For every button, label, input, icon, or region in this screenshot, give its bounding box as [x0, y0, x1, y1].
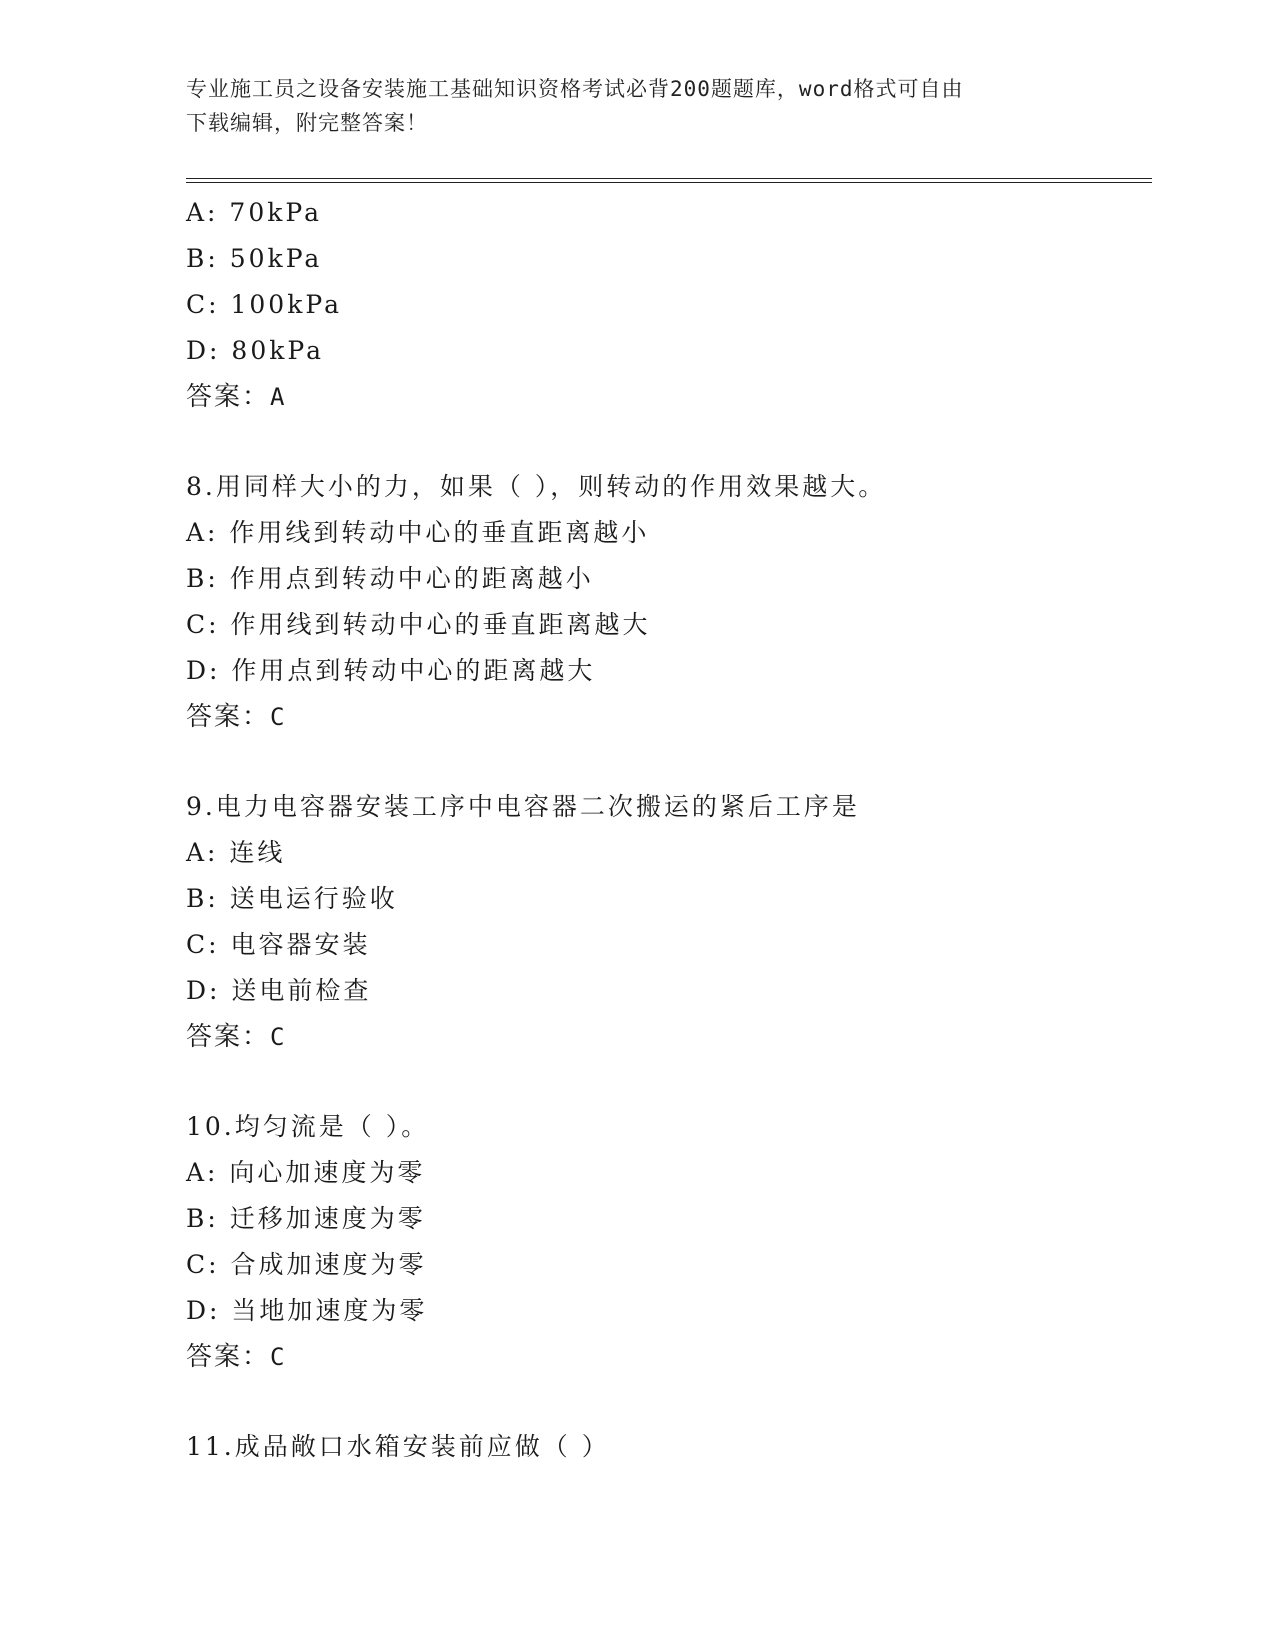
option-c: C: 100kPa — [186, 290, 342, 319]
answer-line — [186, 374, 1152, 420]
option-b: B: 作用点到转动中心的距离越小 — [186, 564, 594, 593]
option-a: A: 作用线到转动中心的垂直距离越小 — [186, 518, 650, 547]
option-a: A: 70kPa — [186, 198, 322, 227]
question-text: 9.电力电容器安装工序中电容器二次搬运的紧后工序是 — [186, 792, 860, 821]
option-d: D: 作用点到转动中心的距离越大 — [186, 656, 596, 685]
question-block-10 — [186, 1104, 1152, 1380]
option-a: A: 连线 — [186, 838, 286, 867]
question-block-7 — [186, 190, 1152, 420]
question-list — [186, 190, 1152, 1470]
option-c: C: 合成加速度为零 — [186, 1250, 427, 1279]
answer-value: A — [270, 383, 287, 411]
header-line-2: 下载编辑，附完整答案！ — [186, 111, 428, 135]
option-d: D: 当地加速度为零 — [186, 1296, 428, 1325]
header-line-1: 专业施工员之设备安装施工基础知识资格考试必背200题题库，word格式可自由 — [186, 77, 964, 101]
option-d: D: 送电前检查 — [186, 976, 372, 1005]
answer-line — [186, 1334, 1152, 1380]
option-a: A: 向心加速度为零 — [186, 1158, 426, 1187]
answer-label: 答案： — [186, 382, 271, 412]
option-b: B: 迁移加速度为零 — [186, 1204, 426, 1233]
answer-value: C — [270, 703, 287, 731]
answer-value: C — [270, 1343, 287, 1371]
answer-label: 答案： — [186, 1342, 271, 1372]
header-divider-bottom — [186, 182, 1152, 183]
answer-value: C — [270, 1023, 287, 1051]
option-d: D: 80kPa — [186, 336, 324, 365]
header-divider-top — [186, 178, 1152, 179]
document-header — [186, 72, 1086, 140]
question-text: 11.成品敞口水箱安装前应做（ ） — [186, 1432, 610, 1461]
question-text: 8.用同样大小的力，如果（ ），则转动的作用效果越大。 — [186, 472, 887, 501]
answer-line — [186, 1014, 1152, 1060]
answer-line — [186, 694, 1152, 740]
option-c: C: 电容器安装 — [186, 930, 371, 959]
answer-label: 答案： — [186, 1022, 271, 1052]
answer-label: 答案： — [186, 702, 271, 732]
question-block-11 — [186, 1424, 1152, 1470]
option-b: B: 50kPa — [186, 244, 323, 273]
option-c: C: 作用线到转动中心的垂直距离越大 — [186, 610, 651, 639]
question-block-8 — [186, 464, 1152, 740]
question-block-9 — [186, 784, 1152, 1060]
option-b: B: 送电运行验收 — [186, 884, 398, 913]
question-text: 10.均匀流是（ ）。 — [186, 1112, 430, 1141]
